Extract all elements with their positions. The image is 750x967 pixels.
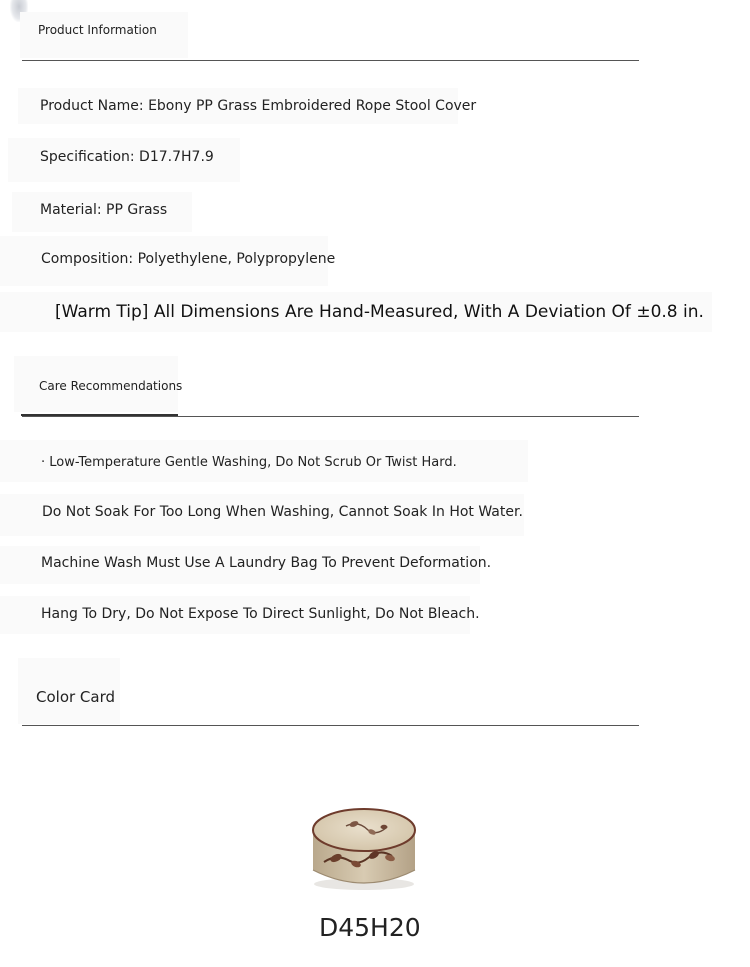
composition-line: Composition: Polyethylene, Polypropylene — [41, 251, 336, 267]
product-name-line: Product Name: Ebony PP Grass Embroidered Rope Stool Cover — [40, 98, 477, 114]
color-card-divider — [22, 725, 639, 726]
specification-line: Specification: D17.7H7.9 — [40, 149, 214, 165]
care-item: · Low-Temperature Gentle Washing, Do Not Scrub Or Twist Hard. — [41, 455, 457, 470]
stool-cover-image — [306, 800, 422, 892]
care-item: Machine Wash Must Use A Laundry Bag To Prevent Deformation. — [41, 555, 492, 571]
care-recommendations-title: Care Recommendations — [39, 379, 183, 393]
warm-tip: [Warm Tip] All Dimensions Are Hand-Measured, With A Deviation Of ±0.8 in. — [55, 302, 704, 322]
care-recommendations-divider — [22, 416, 639, 417]
stool-cover-icon — [306, 800, 422, 892]
product-information-title: Product Information — [38, 23, 157, 37]
product-information-divider — [22, 60, 639, 61]
care-item: Hang To Dry, Do Not Expose To Direct Sunlight, Do Not Bleach. — [41, 606, 480, 622]
color-card-caption: D45H20 — [319, 913, 421, 942]
material-line: Material: PP Grass — [40, 202, 168, 218]
care-item: Do Not Soak For Too Long When Washing, Cannot Soak In Hot Water. — [42, 504, 523, 520]
color-card-title: Color Card — [36, 688, 116, 706]
